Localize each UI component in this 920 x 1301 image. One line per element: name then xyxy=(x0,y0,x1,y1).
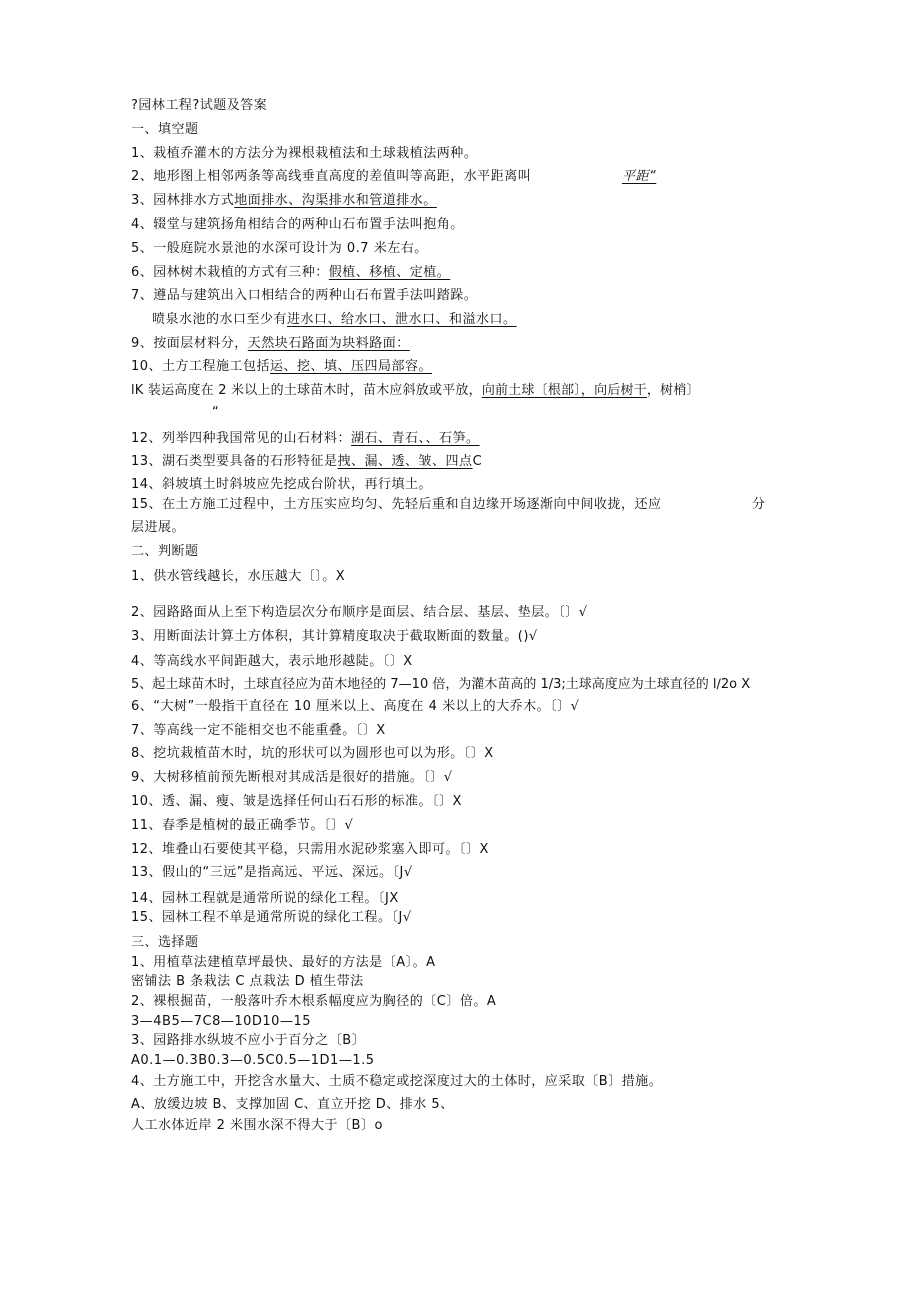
section-heading-true-false: 二、判断题 xyxy=(131,544,199,559)
choice-item-3-options: A0.1—0.3B0.3—0.5C0.5—1D1—1.5 xyxy=(131,1053,375,1068)
judge-item-12: 12、堆叠山石要使其平稳，只需用水泥砂浆塞入即可。〔〕X xyxy=(131,842,489,857)
choice-item-4-options: A、放缓边坡 B、支撑加固 C、直立开挖 D、排水 5、 xyxy=(131,1097,454,1112)
fill-item-6-answer: 假植、移植、定植。 xyxy=(328,265,451,280)
fill-item-2: 2、地形图上相邻两条等高线垂直高度的差值叫等高距，水平距离叫 xyxy=(131,169,532,184)
fill-item-4: 4、辍堂与建筑扬角相结合的两种山石布置手法叫抱角。 xyxy=(131,217,464,232)
section-heading-multiple-choice: 三、选择题 xyxy=(131,935,199,950)
judge-item-3: 3、用断面法计算土方体积，其计算精度取决于截取断面的数量。()√ xyxy=(131,629,538,644)
judge-item-13: 13、假山的“三远”是指高远、平远、深远。〔J√ xyxy=(131,865,413,880)
fill-item-10: 10、土方工程施工包括运、挖、填、压四局部容。 xyxy=(131,359,433,374)
judge-item-5: 5、起土球苗木时，土球直径应为苗木地径的 7—10 倍，为灌木苗高的 1/3;土球高度应为土球直径的 l∕2o X xyxy=(131,677,751,692)
fill-item-8: 喷泉水池的水口至少有进水口、给水口、泄水口、和溢水口。 xyxy=(152,312,517,327)
judge-item-9: 9、大树移植前预先断根对其成活是很好的措施。〔〕√ xyxy=(131,770,453,785)
document-title: ?园林工程?试题及答案 xyxy=(131,98,268,113)
judge-item-1: 1、供水管线越长，水压越大〔〕。X xyxy=(131,569,346,584)
judge-item-14: 14、园林工程就是通常所说的绿化工程。〔JX xyxy=(131,891,399,906)
judge-item-15: 15、园林工程不单是通常所说的绿化工程。〔J√ xyxy=(131,910,412,925)
fill-item-9: 9、按面层材料分，天然块石路面为块料路面： xyxy=(131,336,410,351)
fill-item-5: 5、一般庭院水景池的水深可设计为 0.7 米左右。 xyxy=(131,241,428,256)
judge-item-2: 2、园路路面从上至下构造层次分布顺序是面层、结合层、基层、垫层。〔〕√ xyxy=(131,605,588,620)
choice-item-5: 人工水体近岸 2 米围水深不得大于〔B〕o xyxy=(131,1118,383,1133)
choice-item-1: 1、用植草法建植草坪最快、最好的方法是〔A〕。A xyxy=(131,955,436,970)
fill-item-12: 12、列举四种我国常见的山石材料：湖石、青石、、石笋。 xyxy=(131,431,480,446)
fill-item-3-answer: 地面排水、沟渠排水和管道排水。 xyxy=(234,193,437,208)
fill-item-15: 15、在土方施工过程中，土方压实应均匀、先轻后重和自边缘开场逐渐向中间收拢，还应 xyxy=(131,497,662,512)
fill-item-2-answer: 平距“ xyxy=(622,169,657,184)
fill-item-6: 6、园林树木栽植的方式有三种：假植、移植、定植。 xyxy=(131,265,451,280)
fill-item-14: 14、斜坡填土时斜坡应先挖成台阶状，再行填土。 xyxy=(131,477,433,492)
choice-item-3: 3、园路排水纵坡不应小于百分之〔B〕 xyxy=(131,1033,366,1048)
fill-item-11-continuation: “ xyxy=(212,405,220,420)
fill-item-13: 13、湖石类型要具备的石形特征是拽、漏、透、皱、四点C xyxy=(131,454,483,469)
judge-item-10: 10、透、漏、瘦、皱是选择任何山石石形的标准。〔〕X xyxy=(131,794,462,809)
fill-item-7: 7、遵品与建筑出入口相结合的两种山石布置手法叫踏跺。 xyxy=(131,288,478,303)
fill-item-15-continuation: 层进展。 xyxy=(131,520,186,535)
judge-item-8: 8、挖坑栽植苗木时，坑的形状可以为圆形也可以为形。〔〕X xyxy=(131,746,494,761)
judge-item-6: 6、“大树”一般指干直径在 10 厘米以上、高度在 4 米以上的大乔木。〔〕√ xyxy=(131,699,580,714)
judge-item-11: 11、春季是植树的最正确季节。〔〕√ xyxy=(131,818,354,833)
fill-item-11: lK 装运高度在 2 米以上的土球苗木时，苗木应斜放或平放，向前土球〔根部〕，向后树干，树梢〕 xyxy=(131,383,700,398)
choice-item-2: 2、裸根掘苗，一般落叶乔木根系幅度应为胸径的〔C〕倍。A xyxy=(131,994,497,1009)
fill-item-10-answer: 运、挖、填、压四局部容。 xyxy=(270,359,433,374)
fill-item-13-answer: 拽、漏、透、皱、四点 xyxy=(337,454,473,469)
judge-item-7: 7、等高线一定不能相交也不能重叠。〔〕X xyxy=(131,723,386,738)
fill-item-11-answer: 向前土球〔根部〕，向后树干 xyxy=(481,383,647,398)
fill-item-8-answer: 进水口、给水口、泄水口、和溢水口。 xyxy=(287,312,517,327)
choice-item-1-options: 密铺法 B 条栽法 C 点栽法 D 植生带法 xyxy=(131,974,364,989)
choice-item-4: 4、土方施工中，开挖含水量大、土质不稳定或挖深度过大的土体时，应采取〔B〕措施。 xyxy=(131,1074,663,1089)
section-heading-fill-blank: 一、填空题 xyxy=(131,122,199,137)
fill-item-12-answer: 湖石、青石、、石笋。 xyxy=(351,431,480,446)
fill-item-15-answer: 分 xyxy=(752,497,766,512)
fill-item-3: 3、园林排水方式地面排水、沟渠排水和管道排水。 xyxy=(131,193,437,208)
choice-item-2-options: 3—4B5—7C8—10D10—15 xyxy=(131,1014,311,1029)
fill-item-1: 1、栽植乔灌木的方法分为裸根栽植法和土球栽植法两种。 xyxy=(131,146,478,161)
judge-item-4: 4、等高线水平间距越大，表示地形越陡。〔〕X xyxy=(131,654,413,669)
fill-item-9-answer: 天然块石路面为块料路面： xyxy=(247,336,410,351)
